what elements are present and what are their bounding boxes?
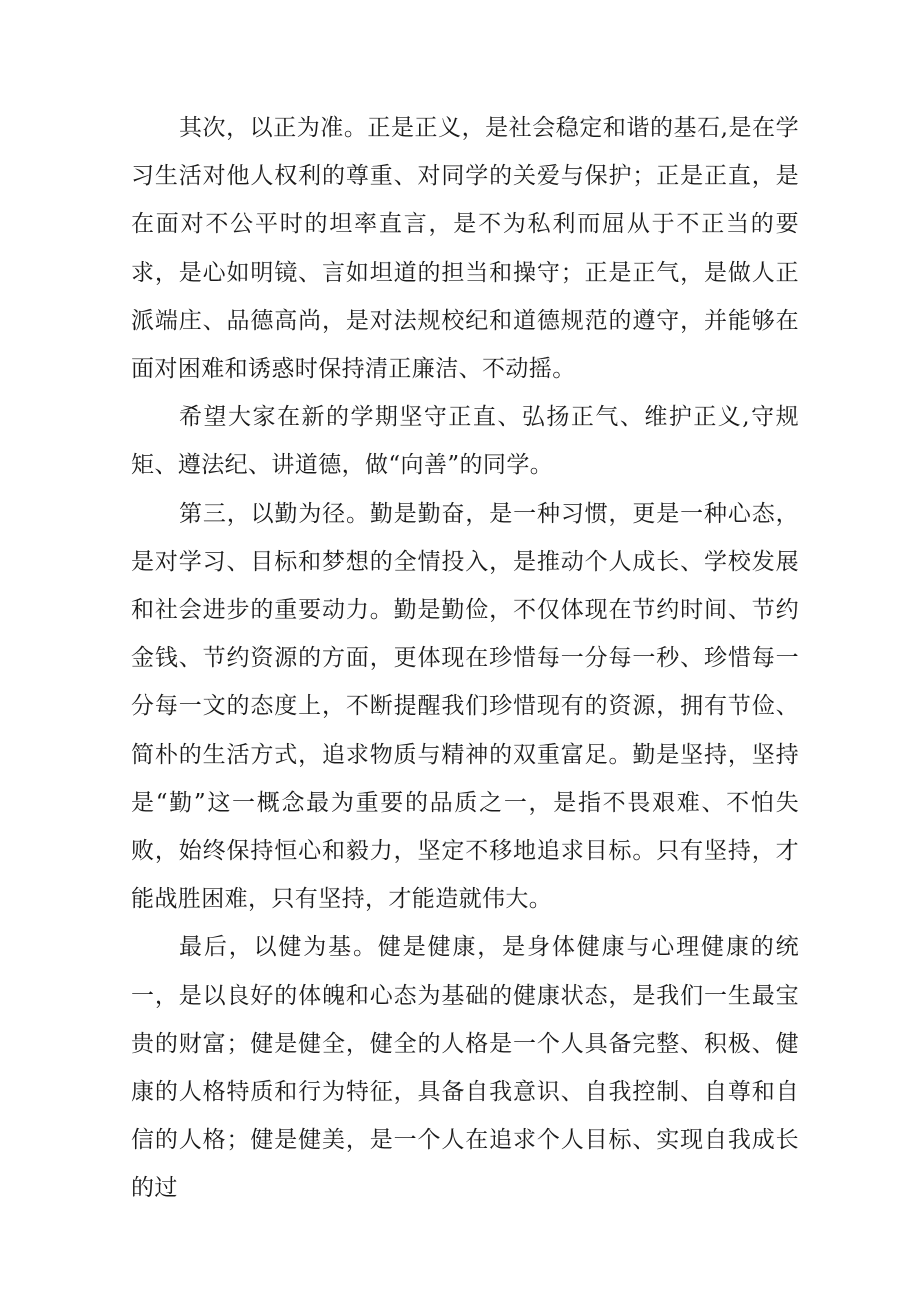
body-text	[131, 104, 799, 1213]
paragraph-jian: 最后，以健为基。健是健康，是身体健康与心理健康的统一，是以良好的体魄和心态为基础的健康状态，是我们一生最宝贵的财富；健是健全，健全的人格是一个人具备完整、积极、健康的人格特质和行为特征，具备自我意识、自我控制、自尊和自信的人格；健是健美，是一个人在追求个人目标、实现自我成长的过	[131, 934, 799, 1202]
paragraph-qin: 第三，以勤为径。勤是勤奋，是一种习惯，更是一种心态，是对学习、目标和梦想的全情投入，是推动个人成长、学校发展和社会进步的重要动力。勤是勤俭，不仅体现在节约时间、节约金钱、节约资源的方面，更体现在珍惜每一分每一秒、珍惜每一分每一文的态度上，不断提醒我们珍惜现有的资源，拥有节俭、简朴的生活方式，追求物质与精神的双重富足。勤是坚持，坚持是“勤”这一概念最为重要的品质之一，是指不畏艰难、不怕失败，始终保持恒心和毅力，坚定不移地追求目标。只有坚持，才能战胜困难，只有坚持，才能造就伟大。	[131, 500, 799, 913]
paragraph-hope: 希望大家在新的学期坚守正直、弘扬正气、维护正义,守规矩、遵法纪、讲道德，做“向善”的同学。	[131, 404, 799, 479]
paragraph-zheng: 其次，以正为准。正是正义，是社会稳定和谐的基石,是在学习生活对他人权利的尊重、对同学的关爱与保护；正是正直，是在面对不公平时的坦率直言，是不为私利而屈从于不正当的要求，是心如明镜、言如坦道的担当和操守；正是正气，是做人正派端庄、品德高尚，是对法规校纪和道德规范的遵守，并能够在面对困难和诱惑时保持清正廉洁、不动摇。	[131, 115, 799, 383]
